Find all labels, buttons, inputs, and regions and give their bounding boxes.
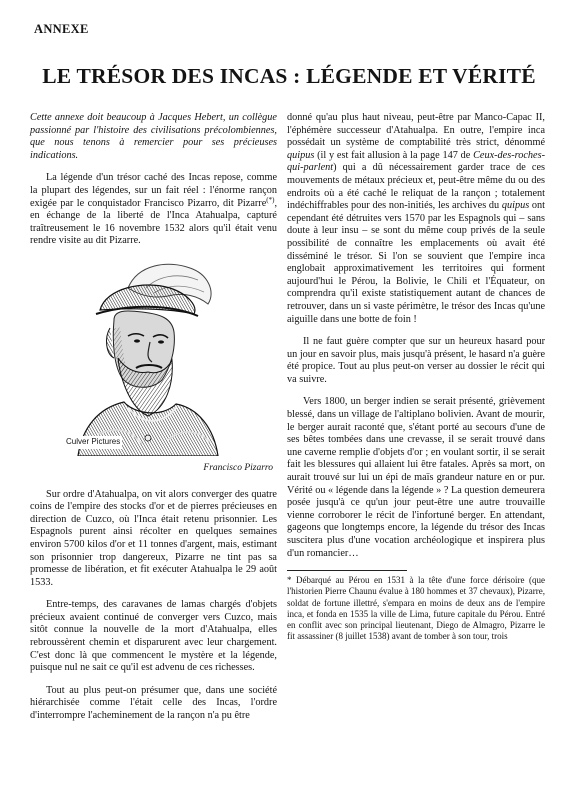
paragraph-caravans: Entre-temps, des caravanes de lamas chargés d'objets précieux avaient continué de converger vers Cuzco, mais sitôt connue la nouvelle de la mort d'Atahualpa, elles rebroussèrent chemin et disparurent avec leur chargement. C'est donc là que commencent le mystère et la légende, puisque nul ne sait ce qu'il est advenu de ces richesses. [30,599,277,674]
footnote: * Débarqué au Pérou en 1531 à la tête d'une force dérisoire (que l'historien Pierre Chaunu évalue à 180 hommes et 37 chevaux), Pizarre, soldat de fortune illettré, s'empara en moins de deux ans de l'empire inca, et fonda en 1535 la ville de Lima, future capitale du Pérou. Entré en conflit avec son principal lieutenant, Diego de Almagro, Pizarre le fit assassiner (8 juillet 1538) avant de tomber à son tour, trois [287,575,545,642]
figure-caption: Francisco Pizarro [203,462,273,473]
term-quipus: quipus [501,200,530,212]
paragraph-presumption: Tout au plus peut-on présumer que, dans une société hiérarchisée comme l'était celle des Incas, l'ordre d'interrompre l'acheminement de la rançon n'a pu être [30,684,277,722]
portrait-engraving [58,258,228,456]
paragraph-shepherd: Vers 1800, un berger indien se serait présenté, grièvement blessé, dans un village de l'altiplano bolivien. Avant de mourir, le berger aurait raconté que, s'étant porté au secours d'une de ses bêtes tombées dans une crevasse, il se serait trouvé dans une caverne remplie d'objets d'or ; en voulant sortir, il se serait fait les blessures qui allaient lui être fatales. Après sa mort, on aurait trouvé sur lui un épi de maïs grandeur nature en or pur. Vérité ou « légende dans la légende » ? La question demeurera posée jusqu'à ce qu'un jour peut-être une autre trouvaille vienne corroborer le récit de l'infortuné berger. En attendant, gageons que longtemps encore, la légende du trésor des Incas suscitera plus d'une vocation archéologique et inspirera plus d'un romancier… [287,396,545,559]
term-quipus: quipus [287,149,315,161]
paragraph-text: ont cependant été détruites vers 1570 par les Espagnols qui – sans doute à leur insu – se sont du même coup privés de la seule possibilité de connaître les emplacements où avait été disséminé le trésor. Si l'on se souvient que l'empire inca englobait approximativement les territoires qui forment aujourd'hui le Pérou, la Bolivie, le Chili et l'Équateur, on comprendra qu'il existe statistiquement autant de chances de retrouver, dans un si vaste périmètre, le trésor des Incas qu'une aiguille dans une botte de foin ! [287,200,545,325]
left-column [30,112,277,733]
paragraph-ransom [30,172,277,248]
right-column [287,112,545,642]
footnote-divider [287,570,407,571]
paragraph-convergence: Sur ordre d'Atahualpa, on vit alors converger des quatre coins de l'empire des stocks d'or et de pierres précieuses en direction de Cuzco, où l'Inca était retenu prisonnier. Les Espagnols purent ainsi récolter en quelques semaines environ 5700 kilos d'or et 11 tonnes d'argent, mais, estimant son prisonnier trop dangereux, Pizarre ne tint pas sa promesse de libération, et fit exécuter Atahualpa le 29 août 1533. [30,488,277,588]
paragraph-text: La légende d'un trésor caché des Incas repose, comme la plupart des légendes, sur un fait réel : l'énorme rançon exigée par le conquistador Francisco Pizarro, dit Pizarre [30,172,277,209]
page-title: LE TRÉSOR DES INCAS : LÉGENDE ET VÉRITÉ [42,64,536,88]
paragraph-chance: Il ne faut guère compter que sur un heureux hasard pour un jour en savoir plus, mais jusqu'à présent, le hasard n'a guère été propice. Tout au plus peut-on verser au dossier le récit qui va suivre. [287,336,545,385]
book-title: Ceux-des-roches-qui-parlent [287,149,545,174]
footnote-marker: (*) [266,195,275,204]
intro-paragraph: Cette annexe doit beaucoup à Jacques Hebert, un collègue passionné par l'histoire des civilisations précolombiennes, que nous tenons à remercier pour ses précieuses indications. [30,112,277,161]
pizarro-portrait [58,258,228,456]
photo-credit: Culver Pictures [64,436,122,449]
paragraph-text: (il y est fait allusion à la page 147 de [314,149,474,161]
paragraph-text: ) qui a dû nécessairement garder trace de ces mouvements de métaux précieux et, peut-être même du ou des endroits où a été caché le reliquat de la rançon ; totalement indéchiffrables pour des non-initiés, les archives du [287,162,545,212]
paragraph-text: donné qu'au plus haut niveau, peut-être par Manco-Capac II, l'éphémère successeur d'Atahualpa. En outre, l'empire inca possédait un système de comptabilité très strict, dénommé [287,112,545,149]
section-label: ANNEXE [34,22,89,36]
paragraph-quipus [287,112,545,326]
paragraph-text: , en échange de la liberté de l'Inca Atahualpa, capturé traîtreusement le 16 novembre 1532 alors qu'il était venu rendre visite au dit Pizarre. [30,197,277,247]
